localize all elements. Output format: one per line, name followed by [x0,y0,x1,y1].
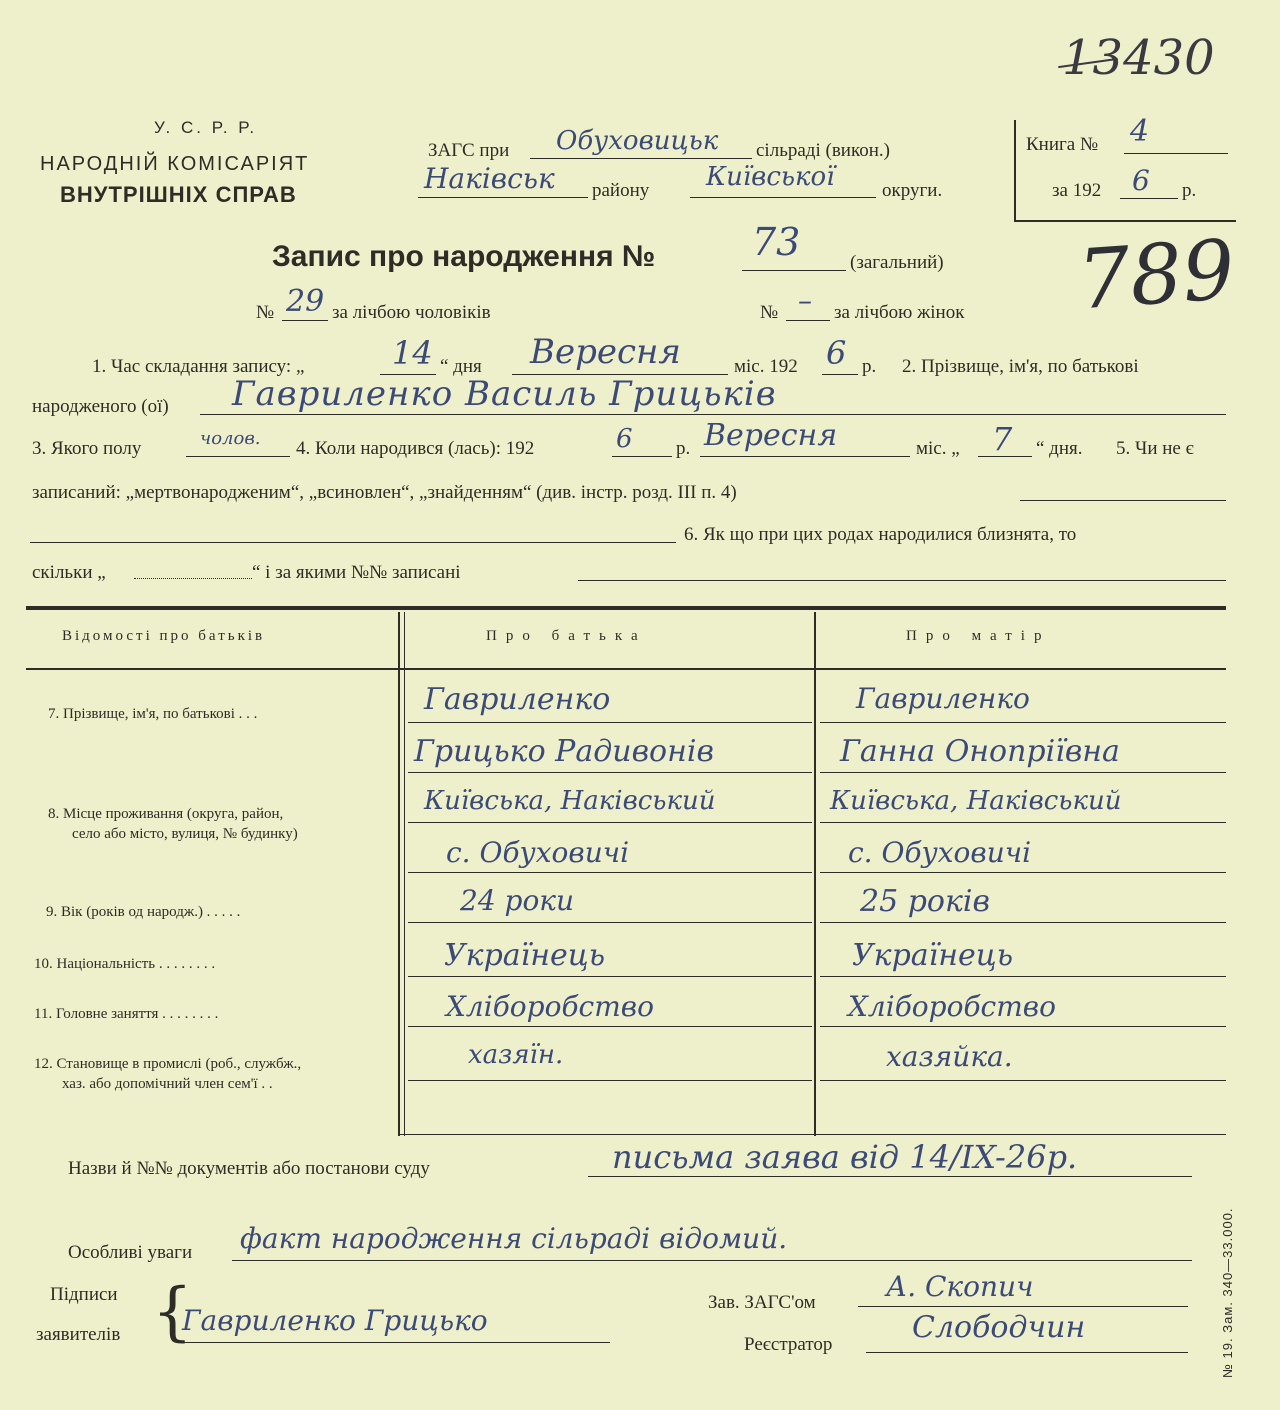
f6-label: 6. Як що при цих родах народилися близнята, то [684,524,1077,545]
row-line [408,772,812,773]
registrar-line [866,1352,1188,1353]
row-label-nationality: 10. Національність . . . . . . . . [34,956,216,972]
mother-occupation: Хліборобство [848,990,1056,1023]
registrar-signature: Слободчин [912,1310,1086,1345]
men-label: за лічбою чоловіків [332,302,491,323]
f6-line [578,580,1226,581]
f5-label2: записаний: „мертвонародженим“, „всиновлен“, „знайденням“ (див. інстр. розд. III п. 4) [32,482,737,503]
row-line [408,976,812,977]
zags-head-label: Зав. ЗАГС'ом [708,1292,816,1313]
f1-month: Вересня [530,332,681,372]
f1-year: 6 [826,334,847,372]
zags-head-line [858,1306,1188,1307]
okruga-line [690,197,876,198]
registrar-label: Реєстратор [744,1334,833,1355]
signatures-brace: { [152,1275,193,1349]
women-label: за лічбою жінок [834,302,965,323]
father-nationality: Українець [444,938,606,973]
father-residence-2: с. Обуховичі [446,836,630,869]
village-line [530,158,752,159]
mother-name: Ганна Онопріївна [840,734,1120,769]
f1-day-suffix: “ дня [440,356,482,377]
f2-line [200,414,1226,415]
book-number-line [1124,153,1228,154]
f3-line [186,456,290,457]
table-header-mother: Про матір [906,628,1051,644]
district-line [418,197,588,198]
men-line [282,320,328,321]
f4-month-line [700,456,910,457]
row-label-residence-2: село або місто, вулиця, № будинку) [72,826,298,842]
women-prefix: № [760,302,779,323]
applicant-signature: Гавриленко Грицько [182,1304,488,1337]
signatures-label-1: Підписи [50,1284,118,1305]
row-line [820,1026,1226,1027]
side-print: № 19. Зам. 340—33.000. [1220,1207,1235,1378]
silradi-label: сільраді (викон.) [756,140,890,161]
row-label-age: 9. Вік (років од народж.) . . . . . [46,904,241,920]
row-label-name: 7. Прізвище, ім'я, по батькові . . . [48,706,258,722]
f1-mis: міс. 192 [734,356,798,377]
applicant-line [178,1342,610,1343]
f4-day: 7 [992,420,1013,458]
row-line [408,722,812,723]
mother-residence-2: с. Обуховичі [848,836,1032,869]
ministry-heading: НАРОДНІЙ КОМІСАРІЯТ [40,153,310,175]
f3-value: чолов. [200,428,261,449]
f2-value: Гавриленко Василь Грицьків [232,374,777,414]
row-line [408,1080,812,1081]
row-label-status-1: 12. Становище в промислі (роб., службж., [34,1056,302,1072]
okruga-value: Київської [706,162,835,192]
signatures-label-2: заявителів [36,1324,121,1345]
f4-year-line [612,456,672,457]
mother-nationality: Українець [852,938,1014,973]
table-header-father: Про батька [486,628,647,644]
row-line [408,872,812,873]
row-line [820,722,1226,723]
row-label-occupation: 11. Головне заняття . . . . . . . . [34,1006,219,1022]
f2-label2: народженого (ої) [32,396,169,417]
f5-label: 5. Чи не є [1116,438,1194,459]
f1-year-line [822,374,858,375]
special-value: факт народження сільраді відомий. [240,1222,788,1255]
f4-label: 4. Коли народився (лась): 192 [296,438,535,459]
row-line [408,1026,812,1027]
row-line [820,822,1226,823]
row-line [820,922,1226,923]
table-bottom-rule [400,1134,1226,1135]
mother-status: хазяйка. [886,1040,1013,1073]
record-title: Запис про народження № [272,240,656,273]
f1-r: р. [862,356,877,377]
table-col-rule-1 [398,612,400,1136]
table-top-rule [26,606,1226,610]
record-number: 73 [752,220,801,264]
f6-label2b: “ і за якими №№ записані [252,562,461,583]
special-label: Особливі уваги [68,1242,193,1263]
father-name: Грицько Радивонів [414,734,714,769]
f6-count-line [134,578,252,579]
zags-head-signature: А. Скопич [886,1270,1034,1303]
village-value: Обуховицьк [556,126,719,156]
title-number-line [742,270,846,271]
row-line [408,822,812,823]
f3-label: 3. Якого полу [32,438,142,459]
book-year-line [1120,198,1178,199]
book-number: 4 [1130,114,1150,149]
father-surname: Гавриленко [424,682,611,717]
row-line [820,872,1226,873]
f1-label: 1. Час складання запису: „ [92,356,305,377]
table-col-rule-1b [404,612,405,1136]
special-line [232,1260,1192,1261]
documents-label: Назви й №№ документів або постанови суду [68,1158,430,1179]
row-label-status-2: хаз. або допомічний член сем'ї . . [62,1076,273,1092]
father-age: 24 роки [460,884,575,917]
row-line [820,1080,1226,1081]
f4-r: р. [676,438,691,459]
archive-number: 13430 [1062,30,1215,86]
mother-age: 25 років [860,884,990,919]
book-year-label: за 192 [1052,180,1102,201]
f5-line [1020,500,1226,501]
row-label-residence-1: 8. Місце проживання (округа, район, [48,806,284,822]
father-residence-1: Київська, Наківський [424,786,716,816]
men-value: 29 [286,284,325,319]
book-year-value: 6 [1132,164,1150,197]
f2-label: 2. Прізвище, ім'я, по батькові [902,356,1139,377]
documents-line [588,1176,1192,1177]
women-line [786,320,830,321]
table-header-info: Відомості про батьків [62,628,266,644]
mother-surname: Гавриленко [856,682,1030,715]
table-col-rule-2 [814,612,816,1136]
title-suffix: (загальний) [850,252,944,273]
okrugy-label: округи. [882,180,943,201]
rayonu-label: району [592,180,650,201]
row-line [408,922,812,923]
table-header-rule [26,668,1226,670]
book-label: Книга № [1026,134,1099,155]
f6-pre-line [30,542,676,543]
district-value: Наківськ [424,162,555,195]
row-line [820,976,1226,977]
corner-number: 789 [1074,222,1238,329]
book-year-suffix: р. [1182,180,1197,201]
father-occupation: Хліборобство [446,990,654,1023]
men-prefix: № [256,302,275,323]
row-line [820,772,1226,773]
f1-day: 14 [392,334,433,372]
f4-month: Вересня [704,418,838,453]
department-heading: ВНУТРІШНІХ СПРАВ [60,182,297,207]
f4-mis: міс. „ [916,438,960,459]
f4-year: 6 [616,424,633,454]
state-heading: У. С. Р. Р. [154,118,258,137]
f4-day-suffix: “ дня. [1036,438,1083,459]
mother-residence-1: Київська, Наківський [830,786,1122,816]
zags-pri-label: ЗАГС при [428,140,510,161]
f6-label2a: скільки „ [32,562,106,583]
documents-value: письма заява від 14/IX-26р. [612,1138,1078,1176]
women-value: – [798,284,812,317]
father-status: хазяїн. [468,1040,564,1070]
